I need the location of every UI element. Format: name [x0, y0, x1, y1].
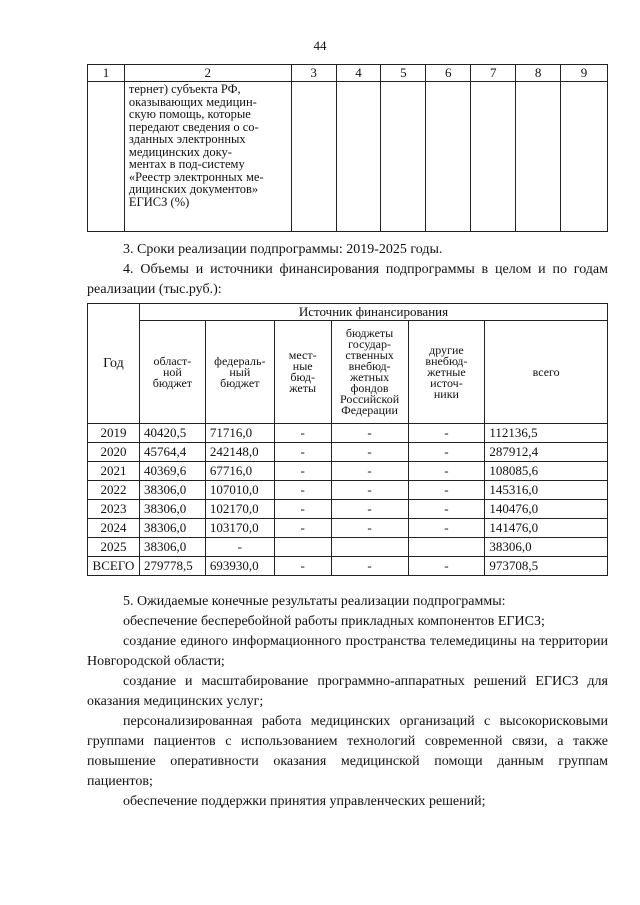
empty-cell — [426, 82, 471, 232]
cell-total: 38306,0 — [485, 538, 608, 557]
cell-local: - — [274, 424, 331, 443]
empty-cell — [516, 82, 561, 232]
cell-other: - — [408, 481, 485, 500]
cell-total: 140476,0 — [485, 500, 608, 519]
cell-total: 287912,4 — [485, 443, 608, 462]
cell-local: - — [274, 481, 331, 500]
table-row — [88, 462, 608, 481]
section-4-text: 4. Объемы и источники финансирования подпрограммы в целом и по годам реализации (тыс.руб.): — [87, 262, 608, 297]
source-header: Источник финансирования — [139, 304, 607, 321]
cell-oblast: 38306,0 — [139, 481, 205, 500]
description-line: ЕГИСЗ (%) — [128, 194, 190, 209]
col-header-line: мест- — [288, 348, 317, 362]
col-header-line: всего — [532, 364, 560, 379]
description-line: тернет) субъекта РФ, — [128, 82, 241, 96]
cell-other: - — [408, 443, 485, 462]
empty-cell — [471, 82, 516, 232]
col-header-line: внебюд- — [425, 353, 468, 368]
column-number: 9 — [561, 65, 608, 82]
col-header-line: жетных — [349, 370, 390, 384]
cell-funds: - — [331, 500, 408, 519]
cell-funds — [331, 538, 408, 557]
col-header-line: ники — [433, 386, 459, 401]
financing-table — [87, 303, 608, 576]
table-row — [88, 557, 608, 576]
col-header-line: бюджет — [152, 375, 193, 390]
col-header-line: бюд- — [290, 370, 315, 384]
cell-total: 973708,5 — [485, 557, 608, 576]
cell-total: 112136,5 — [485, 424, 608, 443]
cell-year: 2019 — [88, 424, 140, 443]
col-header-line: ственных — [345, 348, 394, 362]
empty-cell — [336, 82, 381, 232]
column-number: 8 — [516, 65, 561, 82]
description-line: ментах в под-систему — [128, 157, 245, 171]
table-row — [88, 519, 608, 538]
description-line: «Реестр электронных ме- — [128, 169, 264, 184]
cell-funds: - — [331, 462, 408, 481]
column-number: 7 — [471, 65, 516, 82]
col-header-line: фондов — [350, 381, 389, 395]
col-header-line: государ- — [348, 337, 391, 351]
description-line: оказывающих медицин- — [128, 94, 257, 109]
cell-year: 2021 — [88, 462, 140, 481]
column-number: 4 — [336, 65, 381, 82]
col-header-line: жеты — [289, 381, 317, 395]
cell-other — [408, 538, 485, 557]
column-number: 5 — [381, 65, 426, 82]
col-header-line: внебюд- — [348, 359, 391, 373]
column-number: 1 — [88, 65, 125, 82]
cell-year: 2025 — [88, 538, 140, 557]
year-header: Год — [88, 304, 140, 424]
cell-year: 2023 — [88, 500, 140, 519]
empty-cell — [561, 82, 608, 232]
cell-local: - — [274, 557, 331, 576]
cell-year: 2024 — [88, 519, 140, 538]
cell-year: 2022 — [88, 481, 140, 500]
col-header-line: област- — [153, 353, 192, 368]
col-header-federal — [205, 321, 274, 424]
cell-oblast: 38306,0 — [139, 538, 205, 557]
cell-funds: - — [331, 443, 408, 462]
description-line: дицинских документов» — [128, 182, 259, 196]
cell-oblast: 45764,4 — [139, 443, 205, 462]
col-header-line: бюджеты — [345, 326, 394, 340]
col-header-line: ный — [229, 364, 251, 379]
cell-local: - — [274, 500, 331, 519]
col-header-total — [485, 321, 608, 424]
col-header-line: ной — [162, 364, 182, 379]
cell-funds: - — [331, 557, 408, 576]
cell-federal: 102170,0 — [205, 500, 274, 519]
indicator-description — [124, 82, 291, 232]
description-line: зданных электронных — [128, 132, 246, 146]
cell-local: - — [274, 462, 331, 481]
cell-total: 141476,0 — [485, 519, 608, 538]
section-3-text: 3. Сроки реализации подпрограммы: 2019-2025 годы. — [123, 242, 443, 257]
table-row — [88, 538, 608, 557]
cell-funds: - — [331, 424, 408, 443]
description-line: скую помощь, которые — [128, 107, 251, 121]
col-header-line: бюджет — [220, 375, 260, 390]
cell-other: - — [408, 519, 485, 538]
result-item: создание и масштабирование программно-аппаратных решений ЕГИСЗ для оказания медицинских услуг; — [87, 674, 608, 709]
cell-federal: - — [205, 538, 274, 557]
result-item: персонализированная работа медицинских организаций с высокорисковыми группами пациентов с использованием технологий современной связи, а также повышение оперативности оказания медицинской помощи данным группам пациентов; — [87, 714, 608, 789]
cell-oblast: 38306,0 — [139, 500, 205, 519]
cell-federal: 103170,0 — [205, 519, 274, 538]
result-item: обеспечение поддержки принятия управленческих решений; — [123, 794, 486, 809]
col-header-line: жетные — [427, 364, 466, 379]
table-row — [88, 500, 608, 519]
col-header-extrabudget-funds — [331, 321, 408, 424]
col-header-line: федераль- — [214, 353, 266, 368]
page-number: 44 — [313, 38, 327, 53]
cell-total: 145316,0 — [485, 481, 608, 500]
cell-funds: - — [331, 519, 408, 538]
empty-cell — [291, 82, 336, 232]
column-number: 6 — [426, 65, 471, 82]
cell-local — [274, 538, 331, 557]
result-item: создание единого информационного пространства телемедицины на территории Новгородской области; — [87, 634, 608, 669]
cell-year: 2020 — [88, 443, 140, 462]
cell-federal: 71716,0 — [205, 424, 274, 443]
column-number-row — [88, 65, 608, 82]
col-header-line: другие — [429, 342, 464, 357]
section-5-heading: 5. Ожидаемые конечные результаты реализации подпрограммы: — [123, 594, 506, 609]
column-number: 3 — [291, 65, 336, 82]
source-subheader-row — [88, 321, 608, 424]
table-row — [88, 443, 608, 462]
col-header-line: Федерации — [341, 403, 398, 417]
cell-other: - — [408, 424, 485, 443]
indicator-table-continuation — [87, 64, 608, 232]
table-row — [88, 424, 608, 443]
cell-oblast: 279778,5 — [139, 557, 205, 576]
cell-federal: 693930,0 — [205, 557, 274, 576]
cell-oblast: 40369,6 — [139, 462, 205, 481]
column-number: 2 — [124, 65, 291, 82]
description-line: медицинских доку- — [128, 144, 232, 159]
col-header-line: источ- — [430, 375, 463, 390]
col-header-line: ные — [292, 359, 313, 373]
col-header-local — [274, 321, 331, 424]
cell-local: - — [274, 519, 331, 538]
cell-other: - — [408, 557, 485, 576]
cell-federal: 67716,0 — [205, 462, 274, 481]
cell-funds: - — [331, 481, 408, 500]
cell-oblast: 38306,0 — [139, 519, 205, 538]
description-line: передают сведения о со- — [128, 119, 259, 134]
cell-oblast: 40420,5 — [139, 424, 205, 443]
cell-year: ВСЕГО — [88, 557, 140, 576]
result-item: обеспечение бесперебойной работы прикладных компонентов ЕГИСЗ; — [123, 614, 545, 629]
cell-federal: 242148,0 — [205, 443, 274, 462]
table-row — [88, 481, 608, 500]
cell-local: - — [274, 443, 331, 462]
empty-cell — [381, 82, 426, 232]
col-header-line: Российской — [339, 392, 400, 406]
cell-federal: 107010,0 — [205, 481, 274, 500]
indicator-row — [88, 82, 608, 232]
cell-other: - — [408, 500, 485, 519]
cell-other: - — [408, 462, 485, 481]
col-header-other — [408, 321, 485, 424]
col-header-oblast — [139, 321, 205, 424]
empty-cell — [88, 82, 125, 232]
cell-total: 108085,6 — [485, 462, 608, 481]
